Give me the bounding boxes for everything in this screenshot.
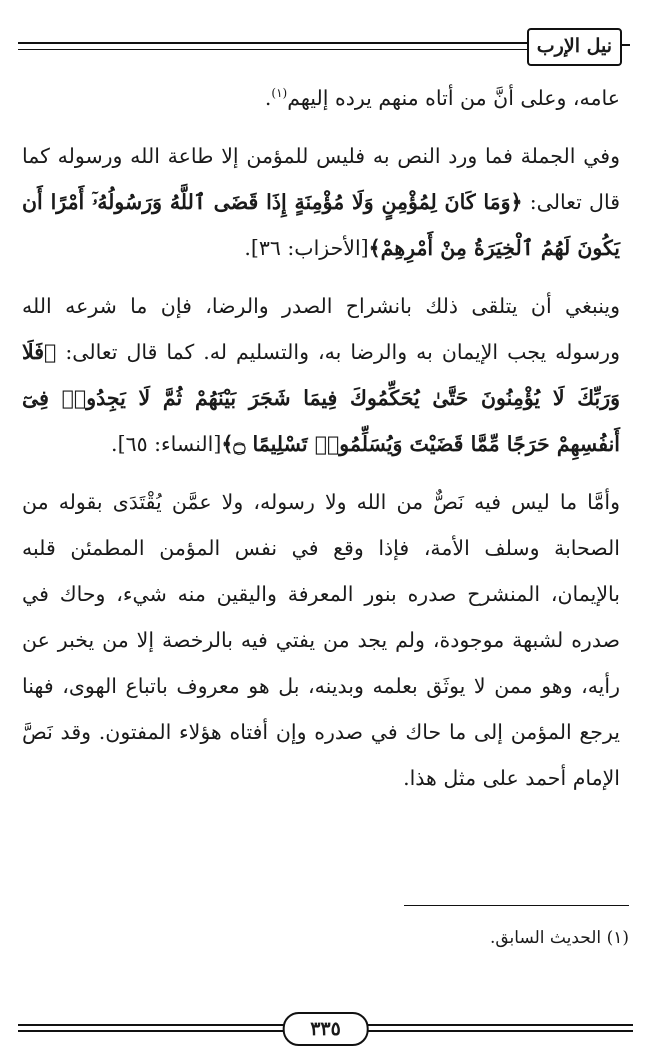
paragraph-2: [22, 133, 620, 271]
footnote-text: الحديث السابق.: [489, 928, 602, 948]
quran-verse-ahzab: ﴿وَمَا كَانَ لِمُؤْمِنٍ وَلَا مُؤْمِنَةٍ إِذَا قَضَى ٱللَّهُ وَرَسُولُهُۥٓ أَمْرًا أَن يَكُونَ لَهُمُ ٱلْخِيَرَةُ مِنْ أَمْرِهِمْ﴾: [22, 190, 620, 260]
header-rule: [18, 42, 543, 44]
footnote-separator: [404, 905, 629, 906]
running-title: نيل الإرب: [527, 28, 622, 66]
main-text: [22, 75, 620, 801]
footnote: [31, 924, 629, 952]
footnote-number: (١): [606, 928, 629, 948]
header-dash: [622, 44, 630, 46]
page-number: ٣٣٥: [282, 1012, 369, 1046]
verse-reference-ahzab: [الأحزاب: ٣٦].: [244, 236, 369, 260]
page-footer: [18, 1010, 633, 1046]
paragraph-1-text: عامه، وعلى أنَّ من أتاه منهم يرده إليهم: [287, 86, 620, 110]
paragraph-3: [22, 283, 620, 467]
footnote-ref: (١): [271, 86, 288, 101]
paragraph-1: [22, 75, 620, 121]
paragraph-1-end: .: [264, 86, 272, 110]
paragraph-2-intro: وفي الجملة فما ورد النص به فليس للمؤمن إلا طاعة الله ورسوله كما قال تعالى:: [22, 144, 620, 214]
quran-verse-nisa: ﴿فَلَا وَرَبِّكَ لَا يُؤْمِنُونَ حَتَّىٰ يُحَكِّمُوكَ فِيمَا شَجَرَ بَيْنَهُمْ ثُمَّ لَا يَجِدُوا۟ فِىٓ أَنفُسِهِمْ حَرَجًا مِّمَّا قَضَيْتَ وَيُسَلِّمُوا۟ تَسْلِيمًا ۝﴾: [22, 340, 620, 456]
verse-reference-nisa: [النساء: ٦٥].: [111, 432, 222, 456]
header-rule-thin: [18, 49, 543, 50]
paragraph-3-intro: وينبغي أن يتلقى ذلك بانشراح الصدر والرضا، فإن ما شرعه الله ورسوله يجب الإيمان به والرضا به، والتسليم له. كما قال تعالى:: [22, 294, 620, 364]
page-header: [18, 22, 630, 72]
paragraph-4: وأمَّا ما ليس فيه نَصٌّ من الله ولا رسوله، ولا عمَّن يُقْتَدَى بقوله من الصحابة وسلف الأمة، فإذا وقع في نفس المؤمن المطمئن قلبه بالإيمان، المنشرح صدره بنور المعرفة واليقين منه شيء، وحاك في صدره لشبهة موجودة، ولم يجد من يفتي فيه بالرخصة إلا من يخبر عن رأيه، وهو ممن لا يوثَق بعلمه وبدينه، بل هو معروف باتباع الهوى، فهنا يرجع المؤمن إلى ما حاك في صدره وإن أفتاه هؤلاء المفتون. وقد نَصَّ الإمام أحمد على مثل هذا.: [22, 490, 620, 790]
